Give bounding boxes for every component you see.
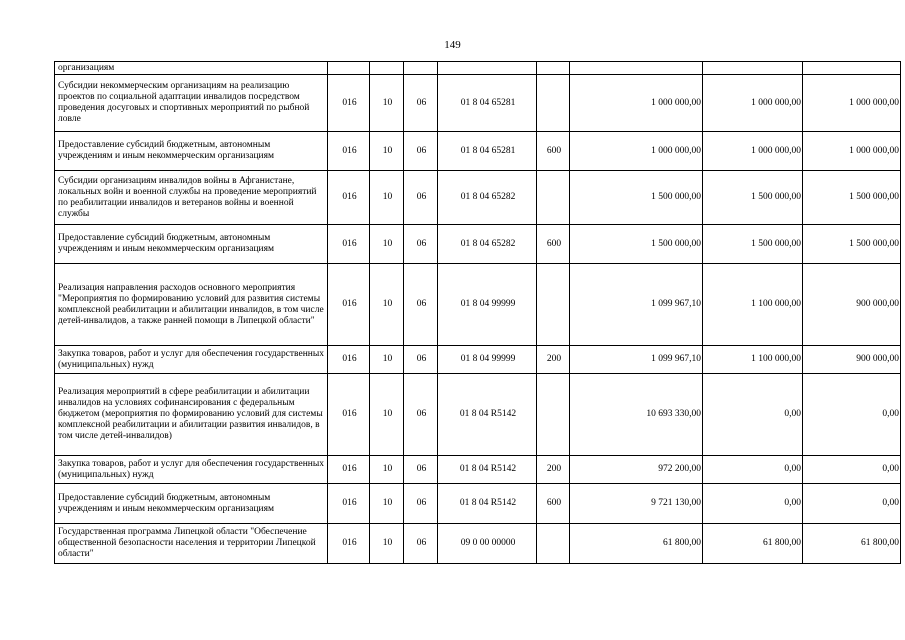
row-name-cell: Предоставление субсидий бюджетным, автономным учреждениям и иным некоммерческим организациям	[55, 225, 328, 264]
target-article-cell: 01 8 04 65282	[438, 225, 537, 264]
gr-code-cell: 016	[328, 225, 370, 264]
section-code-cell: 10	[370, 484, 404, 524]
amount-year1-cell: 9 721 130,00	[570, 484, 703, 524]
gr-code-cell: 016	[328, 75, 370, 132]
section-code-cell: 10	[370, 346, 404, 374]
table-row	[55, 225, 901, 264]
target-article-cell: 01 8 04 65282	[438, 171, 537, 225]
section-code-cell: 10	[370, 171, 404, 225]
section-code-cell: 10	[370, 264, 404, 346]
amount-year2-cell: 0,00	[703, 456, 803, 484]
table-row	[55, 456, 901, 484]
amount-year3-cell	[803, 62, 901, 75]
table-row	[55, 264, 901, 346]
table-row	[55, 62, 901, 75]
row-name-cell: Государственная программа Липецкой области "Обеспечение общественной безопасности населения и территории Липецкой области"	[55, 524, 328, 564]
amount-year1-cell: 972 200,00	[570, 456, 703, 484]
amount-year2-cell	[703, 62, 803, 75]
section-code-cell: 10	[370, 374, 404, 456]
gr-code-cell: 016	[328, 171, 370, 225]
amount-year3-cell: 61 800,00	[803, 524, 901, 564]
amount-year3-cell: 1 000 000,00	[803, 132, 901, 171]
target-article-cell: 01 8 04 65281	[438, 132, 537, 171]
amount-year1-cell: 61 800,00	[570, 524, 703, 564]
target-article-cell: 01 8 04 99999	[438, 264, 537, 346]
expense-type-cell	[537, 62, 570, 75]
expense-type-cell	[537, 75, 570, 132]
section-code-cell: 10	[370, 225, 404, 264]
amount-year3-cell: 1 500 000,00	[803, 171, 901, 225]
gr-code-cell	[328, 62, 370, 75]
table-row	[55, 524, 901, 564]
subsection-code-cell: 06	[404, 132, 438, 171]
subsection-code-cell: 06	[404, 264, 438, 346]
amount-year1-cell: 1 000 000,00	[570, 132, 703, 171]
subsection-code-cell: 06	[404, 75, 438, 132]
table-row	[55, 484, 901, 524]
amount-year1-cell: 1 099 967,10	[570, 346, 703, 374]
table-row	[55, 374, 901, 456]
amount-year1-cell: 1 500 000,00	[570, 225, 703, 264]
section-code-cell: 10	[370, 524, 404, 564]
expense-type-cell: 600	[537, 225, 570, 264]
subsection-code-cell: 06	[404, 524, 438, 564]
subsection-code-cell: 06	[404, 484, 438, 524]
section-code-cell: 10	[370, 132, 404, 171]
amount-year2-cell: 1 000 000,00	[703, 132, 803, 171]
row-name-cell: Реализация мероприятий в сфере реабилитации и абилитации инвалидов на условиях софинансирования с федеральным бюджетом (мероприятия по формированию условий для системы комплексной реабилитации и абилитации развития инвалидов, в том числе детей-инвалидов)	[55, 374, 328, 456]
amount-year3-cell: 0,00	[803, 484, 901, 524]
amount-year1-cell	[570, 62, 703, 75]
amount-year2-cell: 61 800,00	[703, 524, 803, 564]
expense-type-cell: 600	[537, 132, 570, 171]
expense-type-cell	[537, 374, 570, 456]
row-name-cell: организациям	[55, 62, 328, 75]
expense-type-cell: 600	[537, 484, 570, 524]
subsection-code-cell: 06	[404, 171, 438, 225]
expense-type-cell: 200	[537, 346, 570, 374]
table-row	[55, 75, 901, 132]
amount-year3-cell: 900 000,00	[803, 264, 901, 346]
amount-year2-cell: 0,00	[703, 484, 803, 524]
gr-code-cell: 016	[328, 456, 370, 484]
amount-year1-cell: 1 099 967,10	[570, 264, 703, 346]
subsection-code-cell: 06	[404, 374, 438, 456]
target-article-cell: 09 0 00 00000	[438, 524, 537, 564]
gr-code-cell: 016	[328, 132, 370, 171]
amount-year2-cell: 1 100 000,00	[703, 264, 803, 346]
target-article-cell: 01 8 04 R5142	[438, 484, 537, 524]
amount-year1-cell: 10 693 330,00	[570, 374, 703, 456]
amount-year2-cell: 1 500 000,00	[703, 225, 803, 264]
amount-year3-cell: 0,00	[803, 374, 901, 456]
amount-year3-cell: 1 500 000,00	[803, 225, 901, 264]
row-name-cell: Предоставление субсидий бюджетным, автономным учреждениям и иным некоммерческим организациям	[55, 484, 328, 524]
target-article-cell: 01 8 04 R5142	[438, 374, 537, 456]
section-code-cell	[370, 62, 404, 75]
amount-year1-cell: 1 000 000,00	[570, 75, 703, 132]
amount-year1-cell: 1 500 000,00	[570, 171, 703, 225]
subsection-code-cell: 06	[404, 456, 438, 484]
budget-table	[54, 61, 901, 564]
subsection-code-cell: 06	[404, 346, 438, 374]
expense-type-cell	[537, 171, 570, 225]
gr-code-cell: 016	[328, 484, 370, 524]
expense-type-cell: 200	[537, 456, 570, 484]
expense-type-cell	[537, 524, 570, 564]
section-code-cell: 10	[370, 456, 404, 484]
row-name-cell: Субсидии организациям инвалидов войны в Афганистане, локальных войн и военной службы на проведение мероприятий по реабилитации инвалидов и ветеранов войны и военной службы	[55, 171, 328, 225]
amount-year2-cell: 1 000 000,00	[703, 75, 803, 132]
row-name-cell: Субсидии некоммерческим организациям на реализацию проектов по социальной адаптации инвалидов посредством проведения досуговых и спортивных мероприятий по рыбной ловле	[55, 75, 328, 132]
table-row	[55, 346, 901, 374]
amount-year2-cell: 1 100 000,00	[703, 346, 803, 374]
gr-code-cell: 016	[328, 524, 370, 564]
subsection-code-cell: 06	[404, 225, 438, 264]
gr-code-cell: 016	[328, 346, 370, 374]
table-row	[55, 171, 901, 225]
gr-code-cell: 016	[328, 374, 370, 456]
target-article-cell: 01 8 04 99999	[438, 346, 537, 374]
row-name-cell: Закупка товаров, работ и услуг для обеспечения государственных (муниципальных) нужд	[55, 456, 328, 484]
amount-year3-cell: 900 000,00	[803, 346, 901, 374]
page-number: 149	[444, 39, 461, 51]
amount-year2-cell: 1 500 000,00	[703, 171, 803, 225]
row-name-cell: Предоставление субсидий бюджетным, автономным учреждениям и иным некоммерческим организациям	[55, 132, 328, 171]
amount-year3-cell: 1 000 000,00	[803, 75, 901, 132]
target-article-cell	[438, 62, 537, 75]
amount-year2-cell: 0,00	[703, 374, 803, 456]
subsection-code-cell	[404, 62, 438, 75]
row-name-cell: Закупка товаров, работ и услуг для обеспечения государственных (муниципальных) нужд	[55, 346, 328, 374]
table-row	[55, 132, 901, 171]
row-name-cell: Реализация направления расходов основного мероприятия "Мероприятия по формированию условий для развития системы комплексной реабилитации и абилитации инвалидов, в том числе детей-инвалидов, а также ранней помощи в Липецкой области"	[55, 264, 328, 346]
gr-code-cell: 016	[328, 264, 370, 346]
target-article-cell: 01 8 04 R5142	[438, 456, 537, 484]
amount-year3-cell: 0,00	[803, 456, 901, 484]
section-code-cell: 10	[370, 75, 404, 132]
expense-type-cell	[537, 264, 570, 346]
target-article-cell: 01 8 04 65281	[438, 75, 537, 132]
